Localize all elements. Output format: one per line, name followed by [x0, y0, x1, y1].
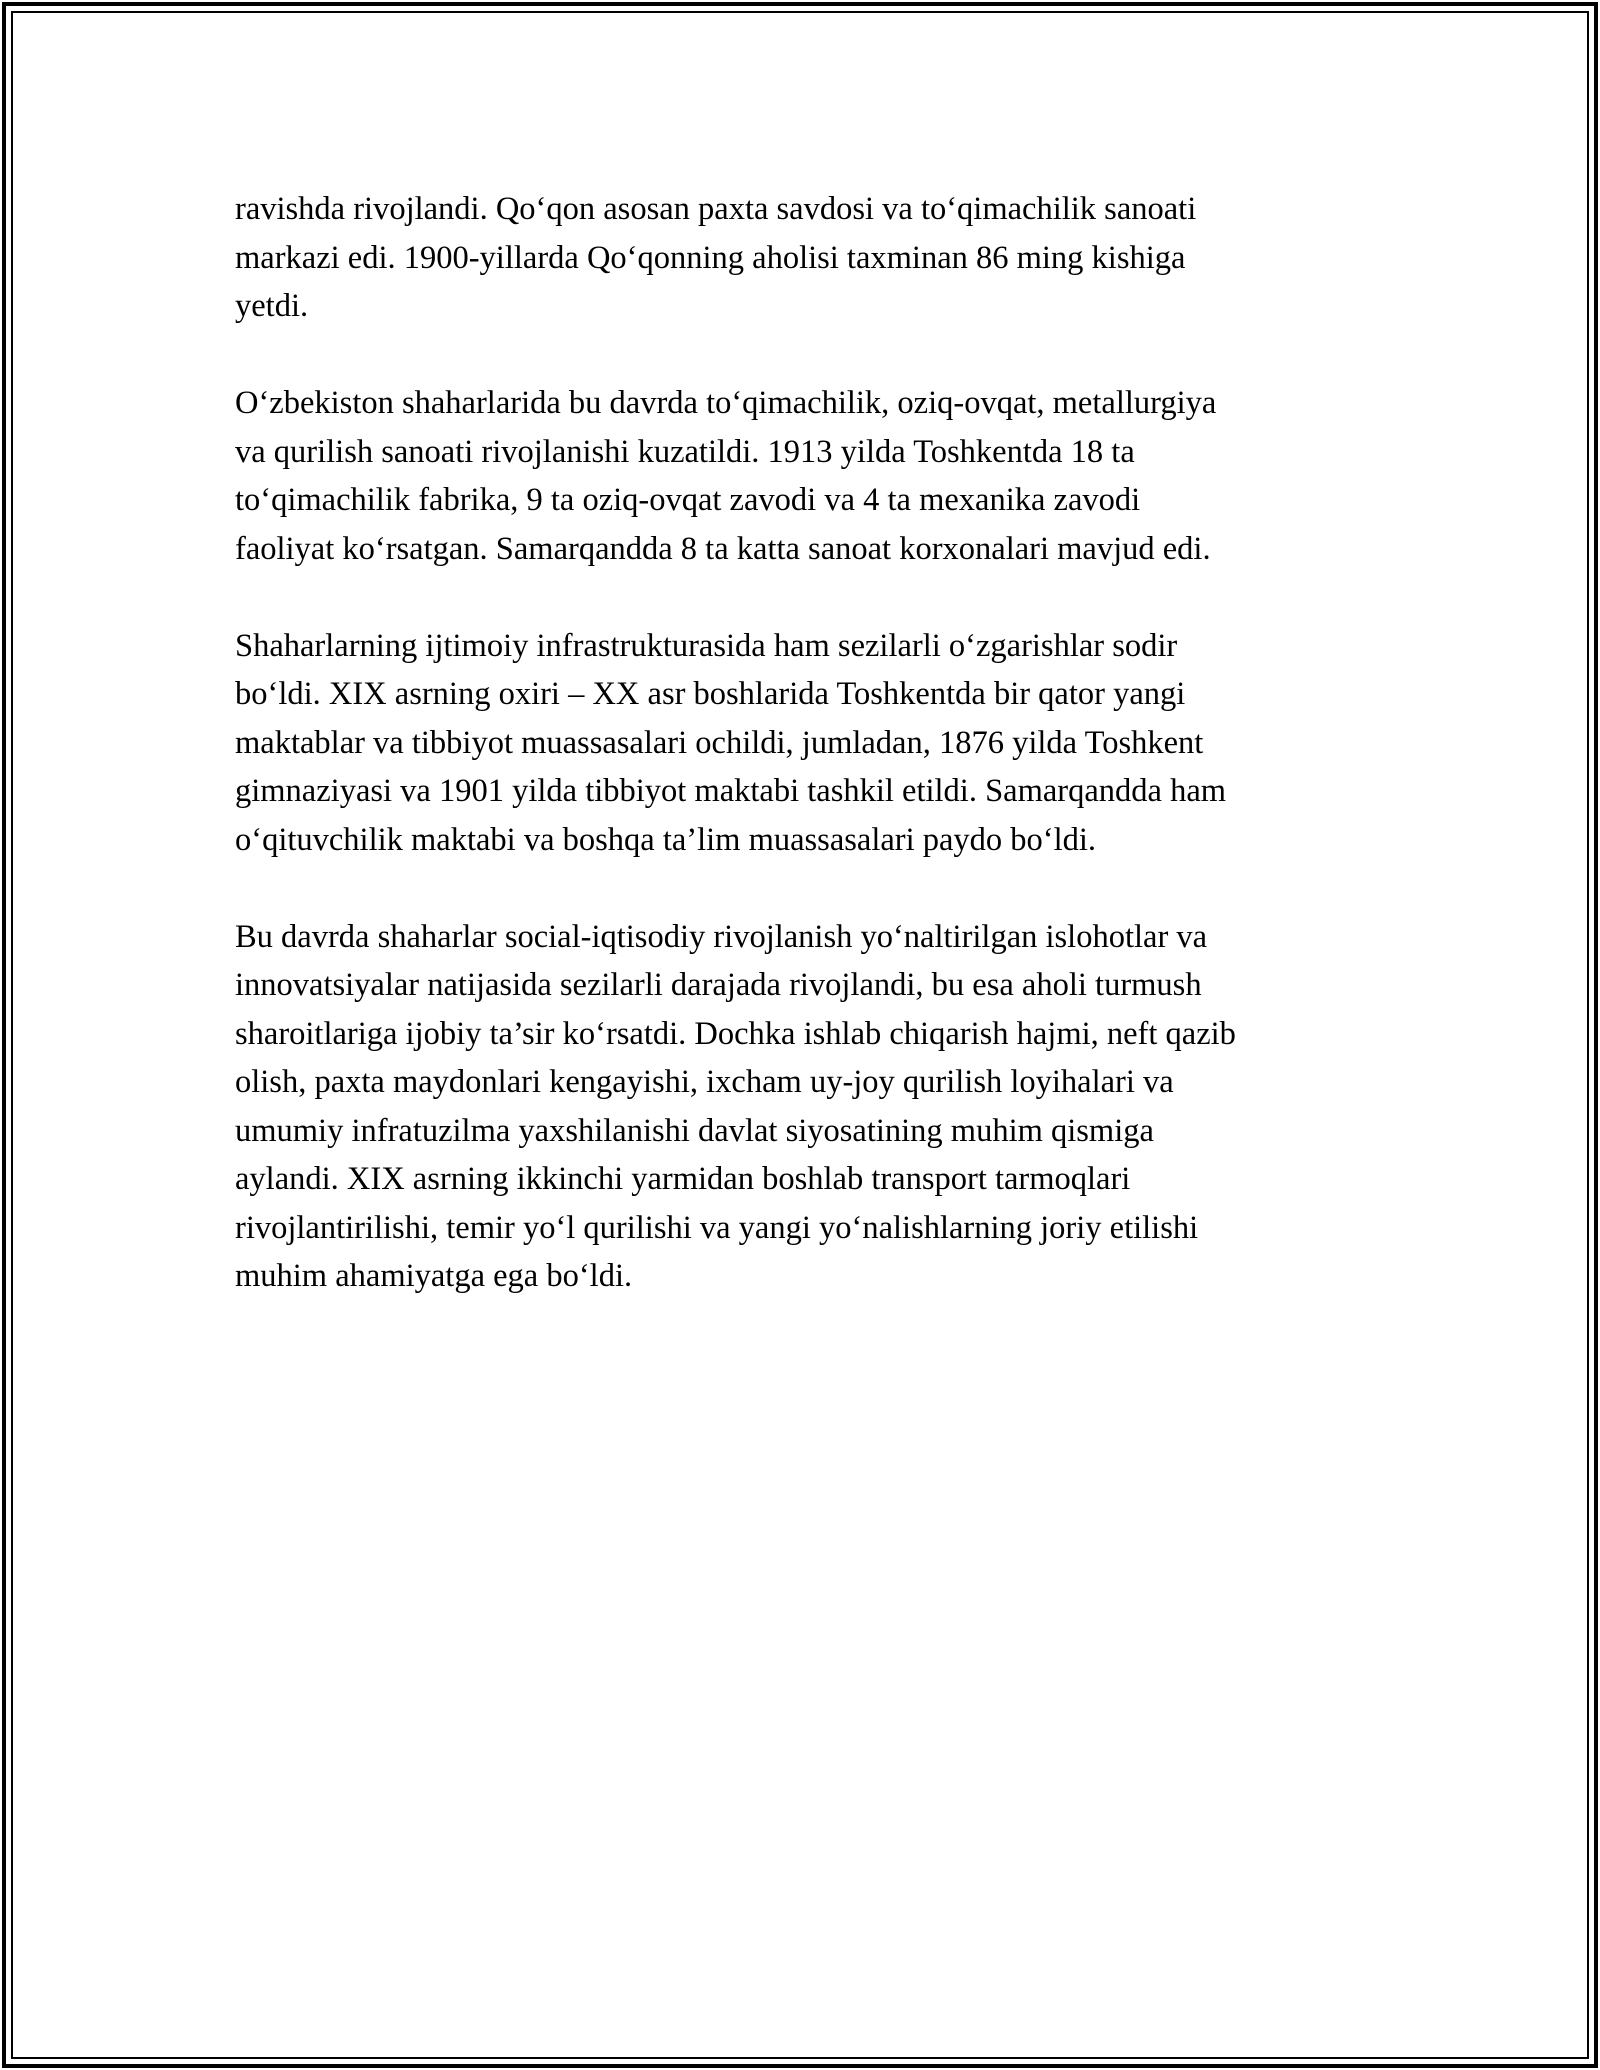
text-line: Bu davrda shaharlar social-iqtisodiy rivojlanish yo‘naltirilgan islohotlar va — [235, 918, 1208, 955]
document-body — [235, 185, 1365, 1349]
paragraph — [235, 185, 1365, 331]
text-line: to‘qimachilik fabrika, 9 ta oziq-ovqat zavodi va 4 ta mexanika zavodi — [235, 482, 1141, 518]
text-line: O‘zbekiston shaharlarida bu davrda to‘qimachilik, oziq-ovqat, metallurgiya — [235, 385, 1217, 421]
text-line: innovatsiyalar natijasida sezilarli darajada rivojlandi, bu esa aholi turmush — [235, 967, 1202, 1003]
paragraph — [235, 913, 1365, 1301]
text-line: aylandi. XIX asrning ikkinchi yarmidan boshlab transport tarmoqlari — [235, 1161, 1131, 1197]
text-line: yetdi. — [235, 288, 309, 324]
text-line: faoliyat ko‘rsatgan. Samarqandda 8 ta katta sanoat korxonalari mavjud edi. — [235, 530, 1211, 567]
text-line: olish, paxta maydonlari kengayishi, ixcham uy-joy qurilish loyihalari va — [235, 1064, 1174, 1100]
paragraph — [235, 622, 1365, 865]
text-line: maktablar va tibbiyot muassasalari ochildi, jumladan, 1876 yilda Toshkent — [235, 724, 1204, 761]
text-line: muhim ahamiyatga ega bo‘ldi. — [235, 1258, 633, 1294]
text-line: o‘qituvchilik maktabi va boshqa ta’lim muassasalari paydo bo‘ldi. — [235, 821, 1097, 858]
paragraph — [235, 379, 1365, 573]
text-line: gimnaziyasi va 1901 yilda tibbiyot maktabi tashkil etildi. Samarqandda ham — [235, 773, 1227, 809]
text-line: rivojlantirilishi, temir yo‘l qurilishi va yangi yo‘nalishlarning joriy etilishi — [235, 1209, 1199, 1246]
text-line: bo‘ldi. XIX asrning oxiri – XX asr boshlarida Toshkentda bir qator yangi — [235, 676, 1186, 712]
text-line: sharoitlariga ijobiy ta’sir ko‘rsatdi. Dochka ishlab chiqarish hajmi, neft qazib — [235, 1015, 1236, 1052]
text-line: Shaharlarning ijtimoiy infrastrukturasida ham sezilarli o‘zgarishlar sodir — [235, 627, 1178, 664]
text-line: umumiy infratuzilma yaxshilanishi davlat siyosatining muhim qismiga — [235, 1112, 1154, 1149]
text-line: markazi edi. 1900-yillarda Qo‘qonning aholisi taxminan 86 ming kishiga — [235, 239, 1186, 276]
text-line: ravishda rivojlandi. Qo‘qon asosan paxta savdosi va to‘qimachilik sanoati — [235, 191, 1197, 227]
text-line: va qurilish sanoati rivojlanishi kuzatildi. 1913 yilda Toshkentda 18 ta — [235, 433, 1135, 470]
